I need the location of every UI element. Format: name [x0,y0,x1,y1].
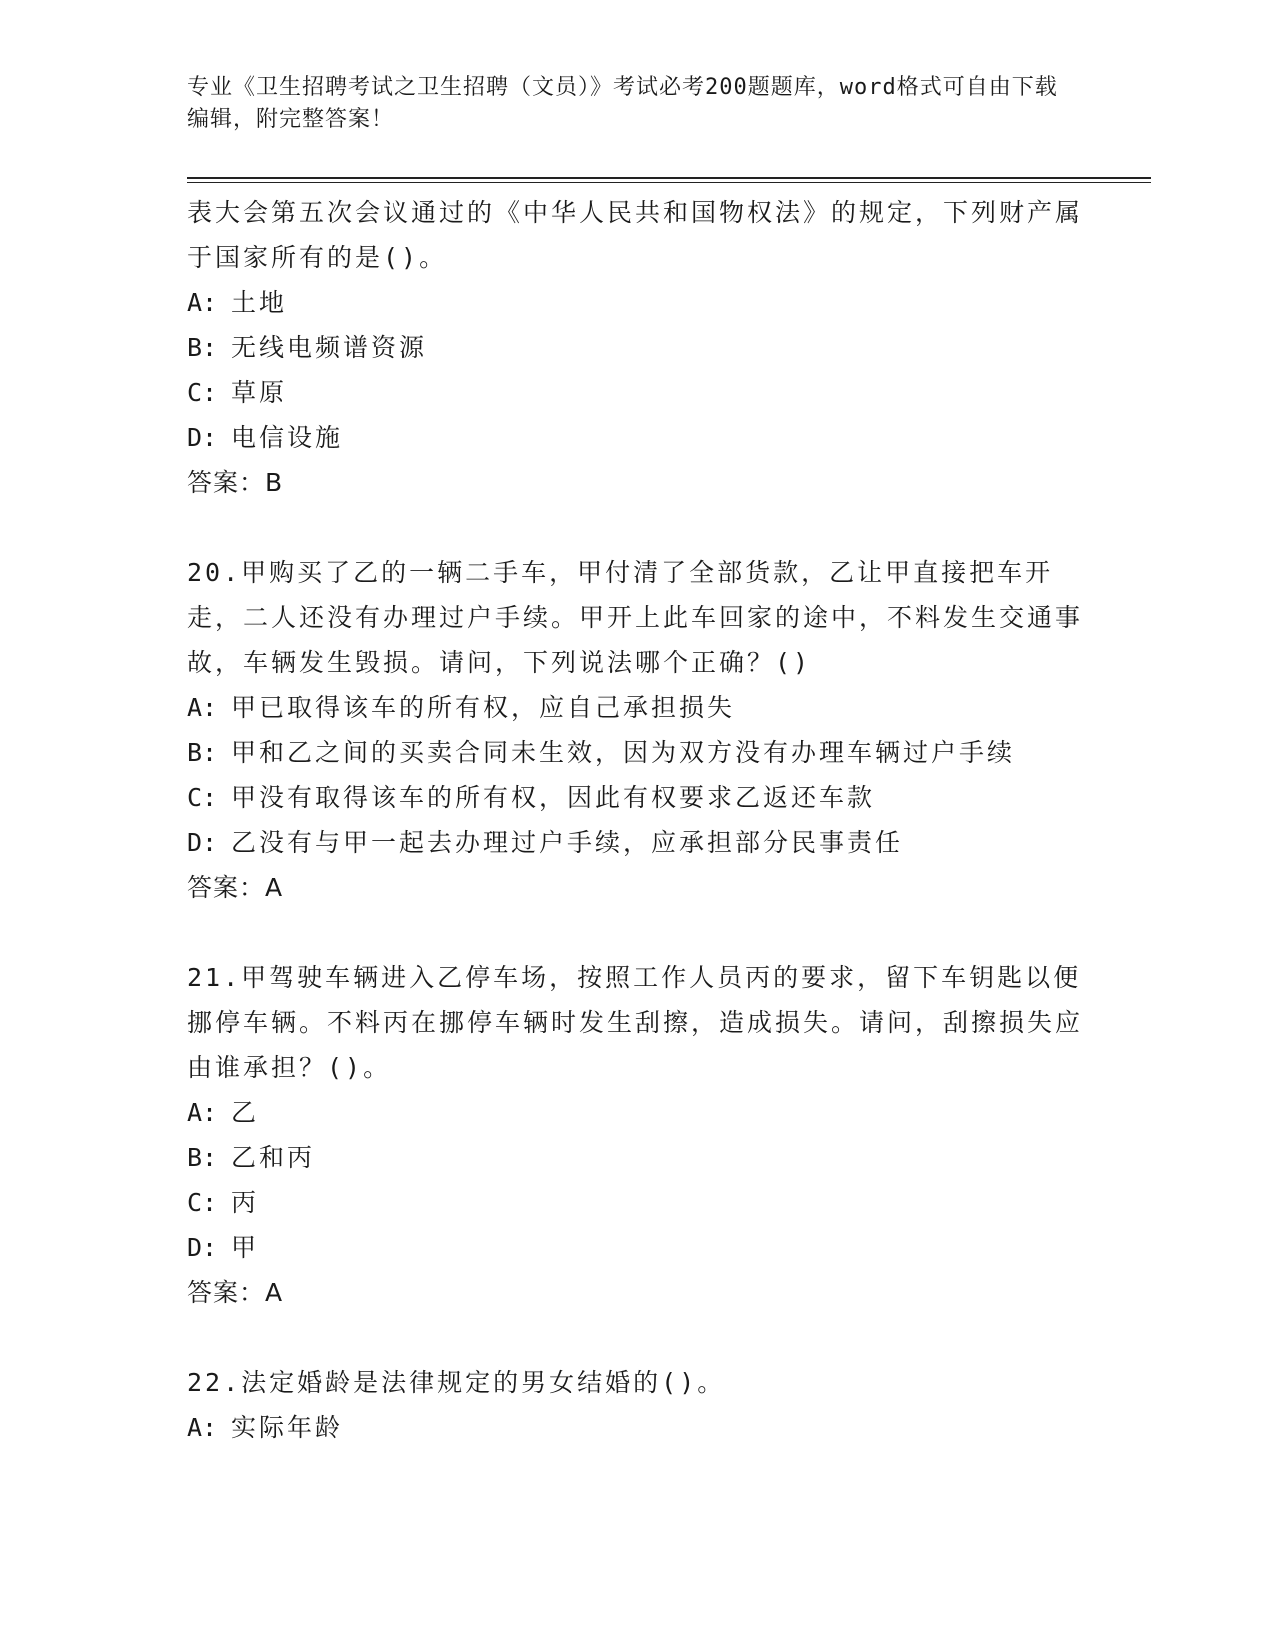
option-a [187,1405,1087,1450]
answer-line: 答案：B [187,468,284,497]
option-a [187,280,1087,325]
option-c [187,775,1087,820]
option-text: 甲 [231,1233,260,1262]
option-b [187,1135,1087,1180]
option-a [187,1090,1087,1135]
option-a [187,685,1087,730]
option-text: 乙 [231,1098,260,1127]
question-19 [187,190,1087,505]
question-text: 22.法定婚龄是法律规定的男女结婚的()。 [187,1368,726,1397]
option-label: A: [187,1413,218,1442]
option-d [187,820,1087,865]
question-text: 表大会第五次会议通过的《中华人民共和国物权法》的规定，下列财产属于国家所有的是()。 [187,198,1084,272]
question-22 [187,1360,1087,1450]
option-text: 乙没有与甲一起去办理过户手续，应承担部分民事责任 [231,828,904,857]
header-rule-top [187,177,1151,179]
option-text: 无线电频谱资源 [231,333,428,362]
option-b [187,730,1087,775]
answer-line: 答案：A [187,873,284,902]
option-d [187,1225,1087,1270]
option-label: C: [187,783,218,812]
option-text: 电信设施 [231,423,344,452]
option-text: 丙 [231,1188,260,1217]
option-text: 甲已取得该车的所有权，应自己承担损失 [231,693,736,722]
option-b [187,325,1087,370]
option-text: 乙和丙 [231,1143,316,1172]
spacer [187,505,1087,550]
question-20 [187,550,1087,910]
question-text: 21.甲驾驶车辆进入乙停车场，按照工作人员丙的要求，留下车钥匙以便挪停车辆。不料丙在挪停车辆时发生刮擦，造成损失。请问，刮擦损失应由谁承担？()。 [187,963,1084,1082]
spacer [187,1315,1087,1360]
question-text: 20.甲购买了乙的一辆二手车，甲付清了全部货款，乙让甲直接把车开走，二人还没有办理过户手续。甲开上此车回家的途中，不料发生交通事故，车辆发生毁损。请问，下列说法哪个正确？() [187,558,1084,677]
question-list [187,190,1087,1450]
option-label: C: [187,1188,218,1217]
option-text: 甲和乙之间的买卖合同未生效，因为双方没有办理车辆过户手续 [231,738,1016,767]
option-text: 土地 [231,288,288,317]
option-label: B: [187,333,218,362]
option-text: 甲没有取得该车的所有权，因此有权要求乙返还车款 [231,783,876,812]
page-header: 专业《卫生招聘考试之卫生招聘（文员）》考试必考200题题库，word格式可自由下载编辑，附完整答案！ [187,75,1058,132]
option-label: B: [187,1143,218,1172]
option-c [187,370,1087,415]
option-label: A: [187,693,218,722]
question-21 [187,955,1087,1315]
option-label: A: [187,288,218,317]
option-d [187,415,1087,460]
option-label: A: [187,1098,218,1127]
option-label: C: [187,378,218,407]
spacer [187,910,1087,955]
option-c [187,1180,1087,1225]
option-label: D: [187,423,218,452]
option-text: 实际年龄 [231,1413,344,1442]
option-text: 草原 [231,378,288,407]
header-rule-bottom [187,182,1151,183]
option-label: D: [187,828,218,857]
option-label: B: [187,738,218,767]
option-label: D: [187,1233,218,1262]
answer-line: 答案：A [187,1278,284,1307]
